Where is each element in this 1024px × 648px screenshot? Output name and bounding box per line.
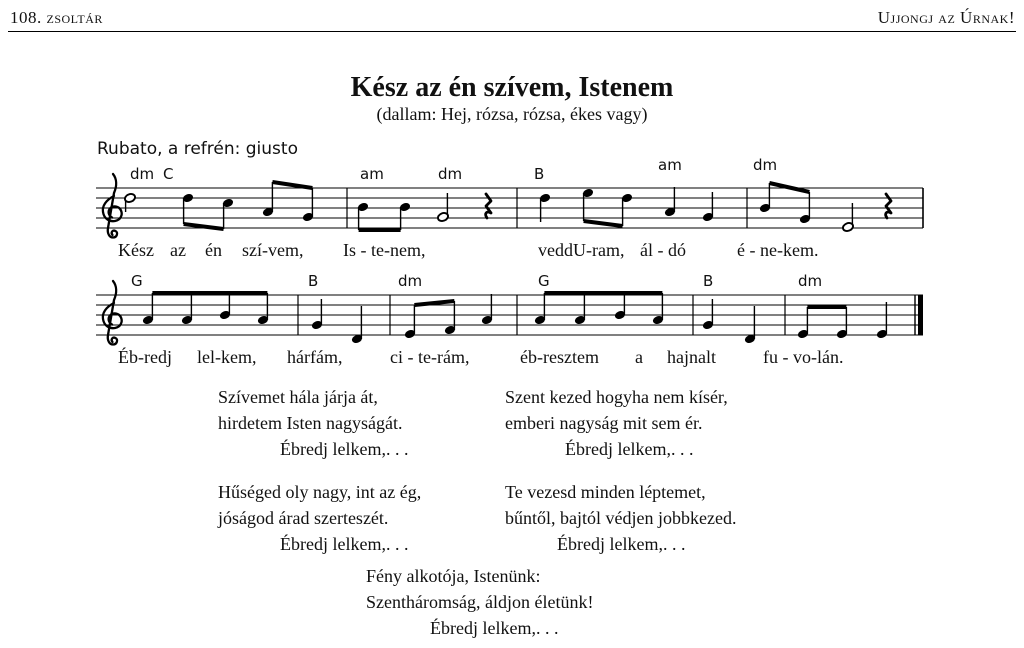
verse-line: hirdetem Isten nagyságát. [218, 413, 403, 433]
chord-label: B [308, 272, 319, 290]
beam [414, 301, 454, 305]
refrain-line: Ébredj lelkem,. . . [280, 534, 409, 554]
chord-label: dm [753, 156, 778, 174]
verse-line: jóságod árad szerteszét. [218, 508, 389, 528]
lyric-syllable: én [205, 240, 222, 260]
refrain-line: Ébredj lelkem,. . . [280, 439, 409, 459]
lyric-syllable: a [635, 347, 643, 367]
chord-label: B [534, 165, 545, 183]
verse-line: emberi nagyság mit sem ér. [505, 413, 703, 433]
lyric-syllable: ci - te-rám, [390, 347, 470, 367]
chord-label: dm [798, 272, 823, 290]
beam [272, 182, 312, 188]
lyric-syllable: Éb-redj [118, 347, 172, 367]
verse-line: Szívemet hála járja át, [218, 387, 378, 407]
refrain-line: Ébredj lelkem,. . . [430, 618, 559, 638]
chord-label: G [131, 272, 143, 290]
final-barline-thick [918, 295, 923, 335]
refrain-line: Ébredj lelkem,. . . [557, 534, 686, 554]
chord-label: dm [438, 165, 463, 183]
chord-label: am [658, 156, 682, 174]
lyric-syllable: az [170, 240, 186, 260]
refrain-line: Ébredj lelkem,. . . [565, 439, 694, 459]
verse-line: Szentháromság, áldjon életünk! [366, 592, 594, 612]
verse-line: Te vezesd minden léptemet, [505, 482, 706, 502]
lyric-syllable: é - ne-kem. [737, 240, 819, 260]
lyric-syllable: U-ram, [573, 240, 625, 260]
half-notehead [842, 222, 854, 233]
chord-label: G [538, 272, 550, 290]
lyric-syllable: hárfám, [287, 347, 343, 367]
header-right: Ujjongj az Úrnak! [877, 8, 1015, 27]
header-left: 108. zsoltár [10, 8, 103, 27]
verse-line: Szent kezed hogyha nem kísér, [505, 387, 728, 407]
tempo-marking: Rubato, a refrén: giusto [97, 139, 298, 159]
chord-label: C [163, 165, 174, 183]
beam [584, 221, 623, 226]
chord-label: am [360, 165, 384, 183]
lyric-syllable: Kész [118, 240, 154, 260]
lyric-syllable: szí-vem, [242, 240, 304, 260]
hymn-title: Kész az én szívem, Istenem [350, 72, 674, 103]
lyric-syllable: fu - vo-lán. [763, 347, 844, 367]
chord-label: B [703, 272, 714, 290]
hymn-subtitle: (dallam: Hej, rózsa, rózsa, ékes vagy) [376, 104, 648, 124]
half-notehead [124, 193, 136, 204]
lyric-syllable: hajnalt [667, 347, 716, 367]
verse-line: Fény alkotója, Istenünk: [366, 566, 541, 586]
lyric-syllable: Is - te-nem, [343, 240, 426, 260]
chord-label: dm [398, 272, 423, 290]
lyric-syllable: vedd [538, 240, 573, 260]
lyric-syllable: ál - dó [640, 240, 686, 260]
lyric-syllable: lel-kem, [197, 347, 257, 367]
verse-line: Hűséged oly nagy, int az ég, [218, 482, 422, 502]
lyric-syllable: éb-resztem [520, 347, 599, 367]
half-notehead [437, 212, 449, 223]
chord-label: dm [130, 165, 155, 183]
verse-line: bűntől, bajtól védjen jobbkezed. [505, 508, 737, 528]
